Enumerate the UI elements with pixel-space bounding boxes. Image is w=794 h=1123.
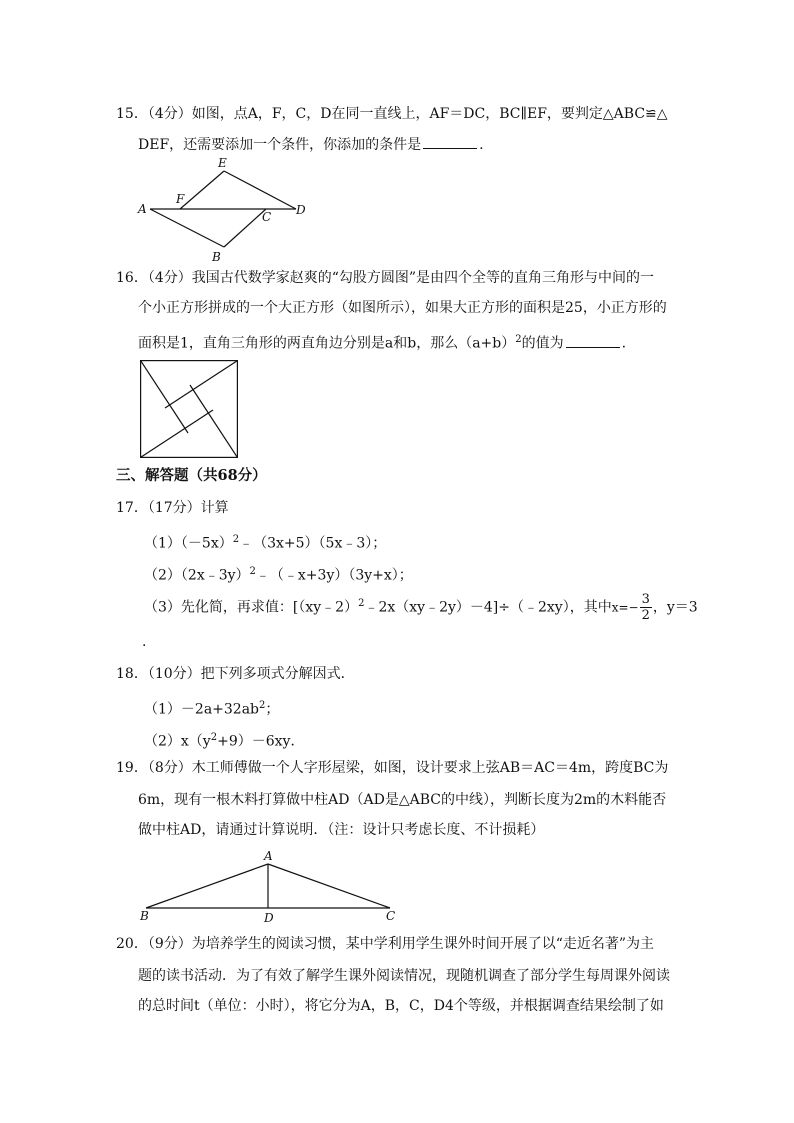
q19-label-b: B [140, 909, 149, 923]
q19-line2: 6m，现有一根木料打算做中柱AD（AD是△ABC的中线），判断长度为2m的木料能否 [138, 792, 667, 808]
q17-part3-fraction [640, 592, 652, 623]
q17-part3-dot: . [142, 634, 147, 650]
q17-part3-b: ﹣2x（xy﹣2y）－4]÷（﹣2xy），其中 [364, 599, 612, 616]
q18-part2 [144, 728, 304, 752]
q16-line2: 个小正方形拼成的一个大正方形（如图所示），如果大正方形的面积是25，小正方形的 [138, 300, 667, 316]
q15-line2-text: DEF，还需要添加一个条件，你添加的条件是 [138, 137, 422, 153]
q17-part2-sup: 2 [249, 566, 256, 577]
q17-part3-sup: 2 [358, 597, 365, 609]
q17-part2-b: ﹣（﹣x+3y）（3y+x）； [255, 567, 413, 584]
q18-part1 [144, 696, 279, 720]
q17-part1-sup: 2 [232, 534, 240, 545]
q18-line1: 18．（10分）把下列多项式分解因式． [116, 666, 355, 682]
q19-figure-roof-truss [138, 848, 402, 928]
q15-label-e: E [218, 156, 227, 170]
q19-label-d: D [264, 911, 274, 925]
q15-line1: 15．（4分）如图，点A，F，C，D在同一直线上，AF＝DC，BC∥EF，要判定△ABC≌△ [116, 106, 668, 122]
q17-part3-x: x=− [611, 600, 639, 615]
q18-part2-sup: 2 [210, 732, 218, 743]
q17-part3-a: （3）先化简，再求值：[（xy﹣2） [144, 599, 359, 616]
q18-part1-sup: 2 [259, 700, 266, 711]
q20-line2: 题的读书活动．为了有效了解学生课外阅读情况，现随机调查了部分学生每周课外阅读 [138, 968, 670, 984]
q17-part3-c: ，y＝3 [652, 599, 698, 616]
q17-part2-a: （2）（2x﹣3y） [144, 567, 250, 584]
q20-line3: 的总时间t（单位：小时），将它分为A，B，C，D4个等级，并根据调查结果绘制了如 [138, 998, 664, 1014]
q16-line3-mid: 的值为 [521, 335, 564, 352]
q19-label-c: C [386, 909, 396, 923]
q19-label-a: A [264, 849, 273, 863]
q17-part1-a: （1）（－5x） [144, 535, 233, 552]
q18-part1-a: （1）－2a+32ab [144, 701, 260, 718]
q18-part2-b: +9）－6xy． [217, 733, 305, 750]
q17-part1 [144, 530, 386, 554]
q15-line2-end: . [479, 137, 484, 153]
q16-line3-text: 面积是1，直角三角形的两直角边分别是a和b，那么（a+b） [138, 335, 516, 352]
q17-part2 [144, 562, 413, 586]
q15-answer-blank [423, 134, 477, 149]
q17-fraction-numerator: 3 [641, 592, 650, 607]
q17-fraction-denominator: 2 [641, 608, 650, 623]
q19-line1: 19．（8分）木工师傅做一个人字形屋梁，如图，设计要求上弦AB＝AC＝4m，跨度BC为 [116, 760, 669, 776]
section3-title: 三、解答题（共68分） [116, 467, 267, 484]
q16-figure-square [140, 360, 238, 458]
q15-label-f: F [176, 192, 185, 206]
q17-part1-b: ﹣（3x+5）（5x﹣3）； [239, 535, 387, 552]
q16-line3-end: . [621, 335, 627, 352]
q20-line1: 20．（9分）为培养学生的阅读习惯，某中学利用学生课外时间开展了以“走近名著”为主 [116, 936, 655, 952]
q15-label-d: D [296, 203, 306, 217]
q15-line2 [138, 134, 484, 155]
q15-label-b: B [212, 250, 221, 264]
q16-line3 [138, 330, 626, 354]
q16-answer-blank [566, 333, 620, 348]
q19-line3: 做中柱AD，请通过计算说明．（注：设计只考虑长度、不计损耗） [138, 822, 545, 838]
q15-figure [136, 155, 316, 265]
q15-label-a: A [138, 202, 147, 216]
q18-part2-a: （2）x（y [144, 733, 211, 750]
q16-line1: 16．（4分）我国古代数学家赵爽的“勾股方圆图”是由四个全等的直角三角形与中间的一 [116, 270, 655, 286]
q18-part1-b: ； [265, 701, 280, 718]
q16-line3-sup: 2 [515, 334, 522, 345]
q15-label-c: C [262, 210, 272, 224]
q17-part3 [144, 592, 698, 623]
q17-line1: 17．（17分）计算 [116, 500, 229, 516]
